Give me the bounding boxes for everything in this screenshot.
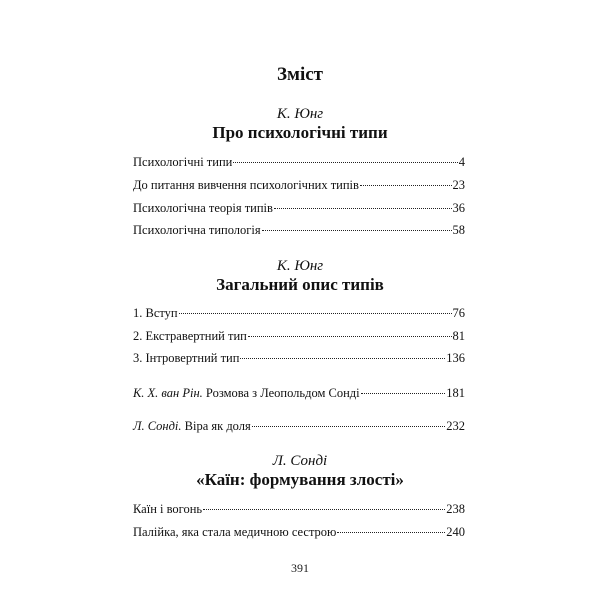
toc-entry[interactable]	[133, 328, 465, 344]
toc-entry-title: 2. Екстравертний тип	[133, 329, 247, 343]
toc-entry[interactable]	[133, 200, 465, 216]
toc-entry[interactable]	[133, 222, 465, 238]
toc-entry-title-text: Віра як доля	[184, 419, 251, 433]
dot-leader	[233, 162, 457, 163]
toc-entry[interactable]	[133, 305, 465, 321]
section-heading: Про психологічні типи	[212, 123, 388, 142]
dot-leader	[361, 393, 446, 394]
dot-leader	[262, 230, 452, 231]
toc-entry-title-text: Розмова з Леопольдом Сонді	[205, 386, 360, 400]
toc-entry-author: Л. Сонді.	[133, 419, 182, 433]
toc-entry-title: Психологічні типи	[133, 155, 233, 169]
toc-entry[interactable]	[133, 177, 465, 193]
toc-entry[interactable]	[133, 350, 465, 366]
toc-entry-page: 58	[452, 223, 465, 237]
toc-entry-title: Психологічна типологія	[133, 223, 261, 237]
toc-entry[interactable]	[133, 501, 465, 517]
section-heading: «Каїн: формування злості»	[196, 470, 404, 489]
toc-entry-page: 181	[446, 386, 465, 400]
dot-leader	[337, 532, 445, 533]
toc-entry-title: Палійка, яка стала медичною сестрою	[133, 525, 337, 539]
dot-leader	[360, 185, 452, 186]
toc-entry-title: 1. Вступ	[133, 306, 178, 320]
toc-entry-page: 136	[446, 351, 465, 365]
toc-entry-title: До питання вивчення психологічних типів	[133, 178, 359, 192]
toc-entry[interactable]	[133, 385, 465, 401]
toc-title: Зміст	[276, 64, 323, 85]
toc-entry-page: 76	[452, 306, 465, 320]
dot-leader	[274, 208, 452, 209]
section-author: К. Юнг	[276, 106, 324, 122]
toc-entry-author: К. Х. ван Рін.	[133, 386, 203, 400]
dot-leader	[252, 426, 445, 427]
section-author: К. Юнг	[276, 258, 324, 274]
section-author: Л. Сонді	[272, 453, 328, 469]
toc-entry-page: 240	[446, 525, 465, 539]
toc-entry-title: Психологічна теорія типів	[133, 201, 273, 215]
dot-leader	[203, 509, 445, 510]
toc-entry-title	[133, 385, 360, 401]
section-heading: Загальний опис типів	[216, 275, 384, 294]
toc-entry-page: 232	[446, 419, 465, 433]
toc-entry[interactable]	[133, 154, 465, 170]
toc-entry-page: 36	[452, 201, 465, 215]
page-number: 391	[291, 561, 309, 575]
toc-entry-page: 4	[458, 155, 465, 169]
toc-entry[interactable]	[133, 418, 465, 434]
dot-leader	[240, 358, 445, 359]
toc-entry[interactable]	[133, 524, 465, 540]
dot-leader	[179, 313, 452, 314]
toc-entry-title: 3. Інтровертний тип	[133, 351, 240, 365]
toc-entry-page: 81	[452, 329, 465, 343]
dot-leader	[248, 336, 452, 337]
toc-entry-page: 238	[446, 502, 465, 516]
toc-entry-title: Каїн і вогонь	[133, 502, 203, 516]
toc-entry-page: 23	[452, 178, 465, 192]
toc-entry-title	[133, 418, 251, 434]
